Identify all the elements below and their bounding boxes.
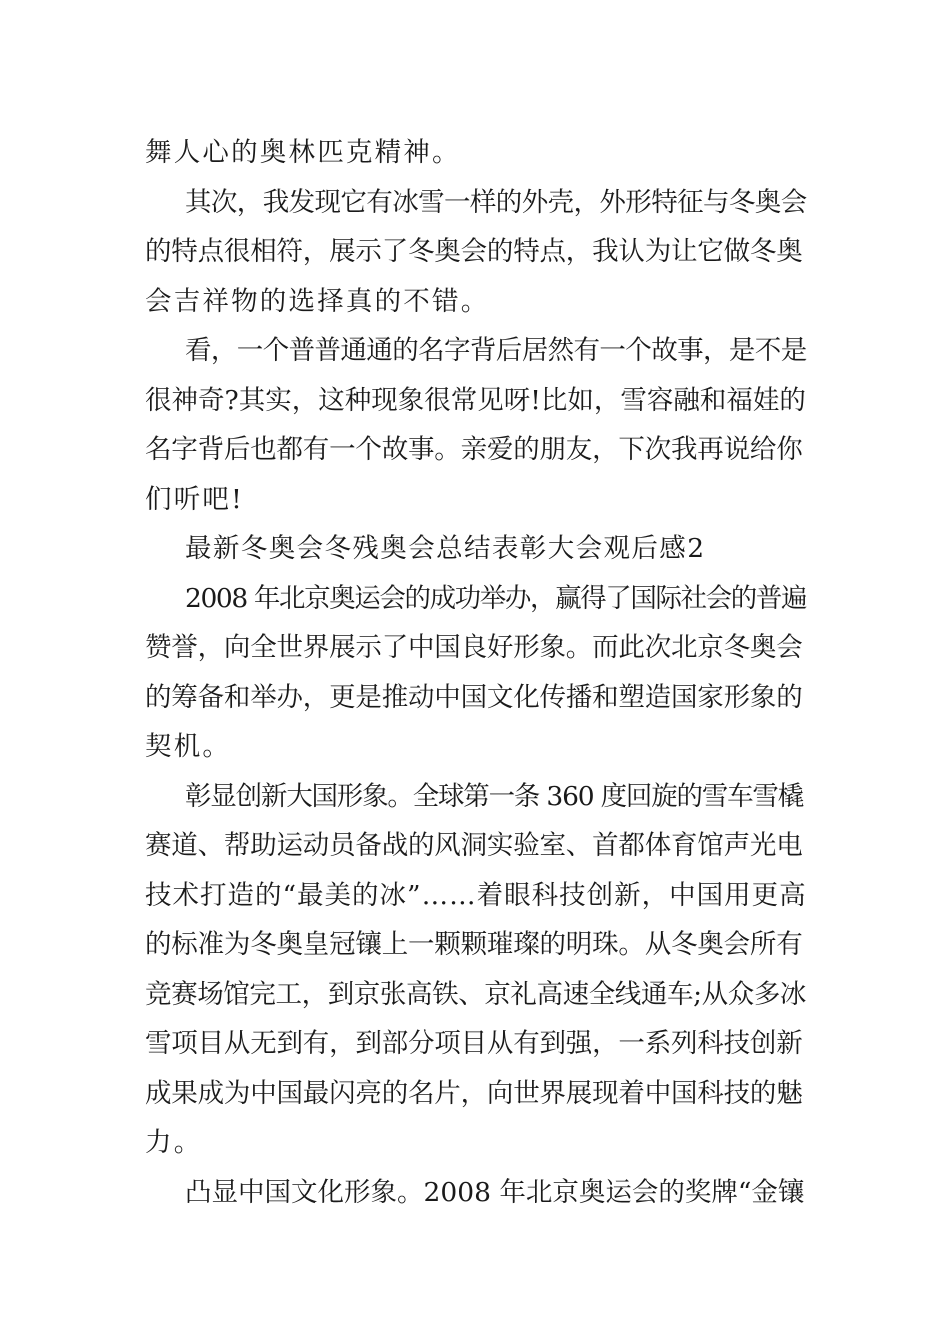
paragraph-5 <box>145 772 807 1168</box>
text-line: 的特点很相符，展示了冬奥会的特点，我认为让它做冬奥 <box>145 236 803 267</box>
text-line: 成果成为中国最闪亮的名片，向世界展现着中国科技的魅 <box>145 1077 803 1109</box>
text-line: 凸显中国文化形象。2008 年北京奥运会的奖牌“金镶 <box>185 1176 805 1208</box>
document-page <box>145 128 807 1217</box>
text-line: 看，一个普普通通的名字背后居然有一个故事，是不是 <box>185 335 807 366</box>
text-line: 的筹备和举办，更是推动中国文化传播和塑造国家形象的 <box>145 681 803 713</box>
section-heading: 最新冬奥会冬残奥会总结表彰大会观后感2 <box>185 533 706 564</box>
text-line: 2008 年北京奥运会的成功举办，赢得了国际社会的普遍 <box>185 582 807 614</box>
text-line: 赞誉，向全世界展示了中国良好形象。而此次北京冬奥会 <box>145 632 803 663</box>
text-line: 竞赛场馆完工，到京张高铁、京礼高速全线通车;从众多冰 <box>145 978 807 1010</box>
text-line: 们听吧! <box>145 483 244 515</box>
text-line: 会吉祥物的选择真的不错。 <box>145 285 490 317</box>
text-line: 名字背后也都有一个故事。亲爱的朋友，下次我再说给你 <box>145 434 803 465</box>
paragraph-4 <box>145 574 807 772</box>
text-line: 契机。 <box>145 731 232 762</box>
text-line: 技术打造的“最美的冰”……着眼科技创新，中国用更高 <box>145 879 807 911</box>
text-line: 很神奇?其实，这种现象很常见呀!比如，雪容融和福娃的 <box>145 384 806 416</box>
paragraph-2 <box>145 178 807 327</box>
paragraph-3 <box>145 326 807 524</box>
text-line: 其次，我发现它有冰雪一样的外壳，外形特征与冬奥会 <box>185 186 807 218</box>
text-line: 彰显创新大国形象。全球第一条 360 度回旋的雪车雪橇 <box>185 780 804 812</box>
text-line: 雪项目从无到有，到部分项目从有到强，一系列科技创新 <box>145 1028 803 1059</box>
text-line: 的标准为冬奥皇冠镶上一颗颗璀璨的明珠。从冬奥会所有 <box>145 929 803 960</box>
paragraph-1 <box>145 128 807 178</box>
paragraph-6 <box>145 1168 807 1218</box>
text-line: 舞人心的奥林匹克精神。 <box>145 137 461 168</box>
text-line: 力。 <box>145 1127 203 1158</box>
text-line: 赛道、帮助运动员备战的风洞实验室、首都体育馆声光电 <box>145 830 803 861</box>
